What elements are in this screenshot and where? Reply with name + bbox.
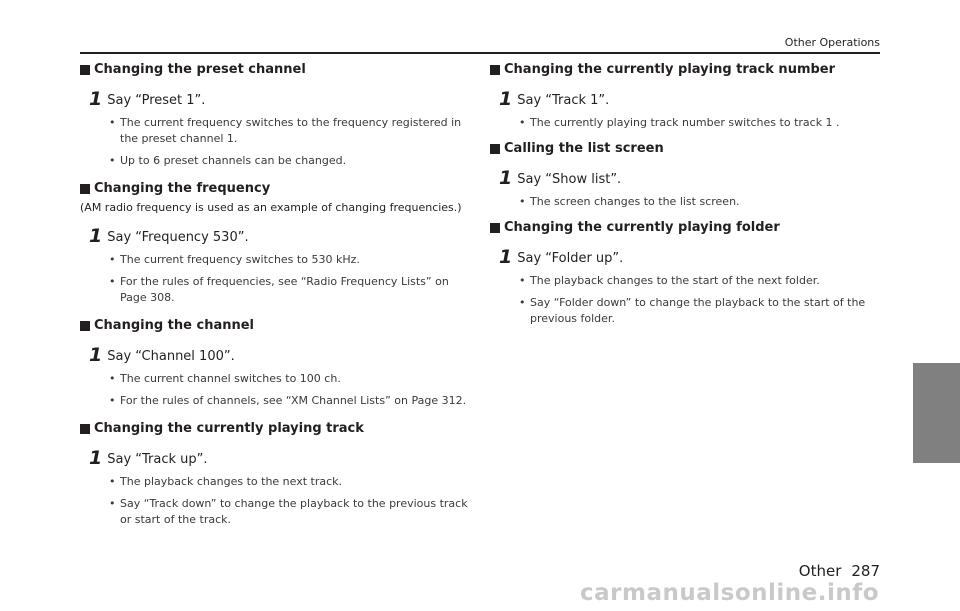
bullet-list — [490, 273, 878, 327]
square-bullet-icon — [490, 65, 500, 75]
section-title: Changing the frequency — [80, 181, 468, 197]
step-number: 1 — [499, 167, 513, 189]
bullet-list — [490, 115, 878, 131]
step — [499, 248, 878, 267]
step — [89, 90, 468, 109]
right-column — [490, 62, 878, 333]
step-number: 1 — [89, 225, 103, 247]
left-column — [80, 62, 468, 534]
step — [89, 449, 468, 468]
section-title: Calling the list screen — [490, 141, 878, 157]
square-bullet-icon — [80, 321, 90, 331]
square-bullet-icon — [80, 184, 90, 194]
step-number: 1 — [499, 88, 513, 110]
step-number: 1 — [89, 344, 103, 366]
step-text: Say “Frequency 530”. — [107, 230, 249, 245]
bullet-list — [80, 371, 468, 409]
step-number: 1 — [89, 447, 103, 469]
section-folder — [490, 220, 878, 327]
list-item: • The current channel switches to 100 ch. — [109, 372, 341, 385]
square-bullet-icon — [80, 65, 90, 75]
section-title: Changing the preset channel — [80, 62, 468, 78]
step — [499, 90, 878, 109]
bullet-list — [80, 474, 468, 528]
step-text: Say “Track 1”. — [517, 93, 610, 108]
watermark: carmanualsonline.info — [580, 580, 880, 606]
step-text: Say “Track up”. — [107, 452, 208, 467]
section-title: Changing the currently playing track number — [490, 62, 878, 78]
section-frequency — [80, 181, 468, 306]
header-rule — [80, 52, 880, 54]
section-title: Changing the currently playing track — [80, 421, 468, 437]
page-footer — [789, 562, 880, 580]
page-number: 287 — [851, 562, 880, 580]
list-item: • For the rules of channels, see “XM Channel Lists” on Page 312. — [109, 394, 467, 407]
step-number: 1 — [499, 246, 513, 268]
section-channel — [80, 318, 468, 409]
step-text: Say “Preset 1”. — [107, 93, 206, 108]
section-track — [80, 421, 468, 528]
list-item: • Say “Track down” to change the playback to the previous track or start of the track. — [109, 497, 468, 526]
step-number: 1 — [89, 88, 103, 110]
section-list-screen — [490, 141, 878, 210]
list-item: • Say “Folder down” to change the playback to the start of the previous folder. — [519, 296, 866, 325]
list-item: • The current frequency switches to the frequency registered in the preset channel 1. — [109, 116, 462, 145]
list-item: • Up to 6 preset channels can be changed. — [109, 154, 347, 167]
step-text: Say “Channel 100”. — [107, 349, 235, 364]
step — [89, 346, 468, 365]
step-text: Say “Folder up”. — [517, 251, 624, 266]
square-bullet-icon — [490, 144, 500, 154]
list-item: • For the rules of frequencies, see “Radio Frequency Lists” on Page 308. — [109, 275, 449, 304]
square-bullet-icon — [490, 223, 500, 233]
chapter-thumb-tab — [913, 363, 960, 463]
step-text: Say “Show list”. — [517, 172, 622, 187]
chapter-name: Other — [798, 562, 842, 580]
list-item: • The playback changes to the start of the next folder. — [519, 274, 820, 287]
square-bullet-icon — [80, 424, 90, 434]
section-track-number — [490, 62, 878, 131]
bullet-list — [490, 194, 878, 210]
bullet-list — [80, 252, 468, 306]
list-item: • The screen changes to the list screen. — [519, 195, 740, 208]
section-preset-channel — [80, 62, 468, 169]
running-header: Other Operations — [784, 36, 880, 49]
section-title: Changing the currently playing folder — [490, 220, 878, 236]
list-item: • The playback changes to the next track. — [109, 475, 343, 488]
list-item: • The current frequency switches to 530 kHz. — [109, 253, 360, 266]
section-note: (AM radio frequency is used as an example of changing frequencies.) — [80, 201, 462, 214]
bullet-list — [80, 115, 468, 169]
list-item: • The currently playing track number switches to track 1 . — [519, 116, 840, 129]
step — [89, 227, 468, 246]
step — [499, 169, 878, 188]
section-title: Changing the channel — [80, 318, 468, 334]
